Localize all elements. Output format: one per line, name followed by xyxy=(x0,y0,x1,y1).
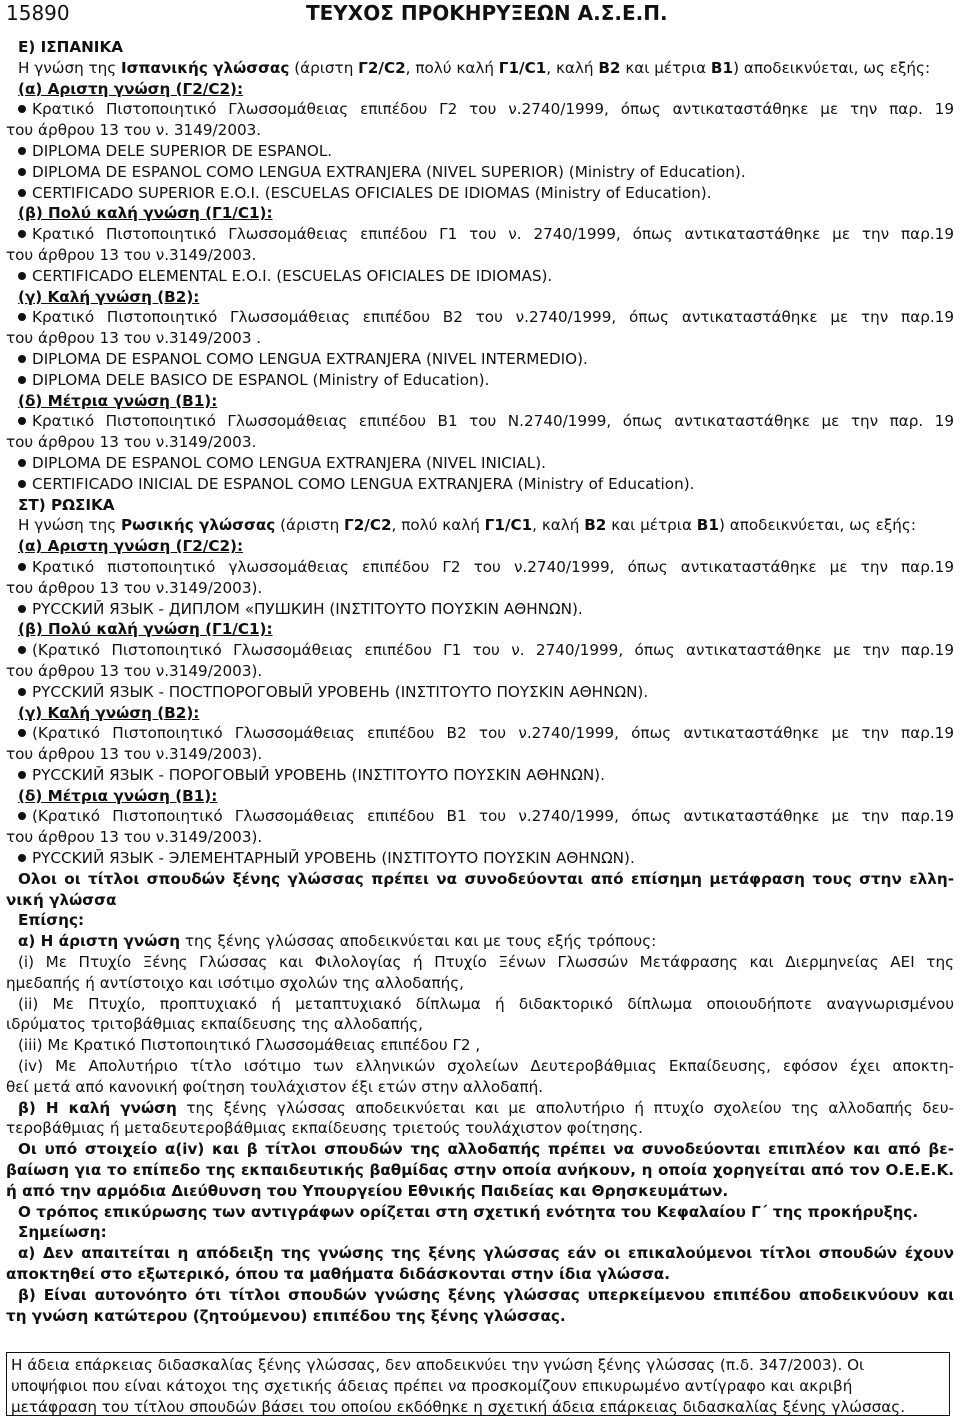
list-item: Κρατικό Πιστοποιητικό Γλωσσομάθειας επιπέδου Γ1 του ν. 2740/1999, όπως αντικαταστάθηκε με την παρ.19 xyxy=(6,224,954,245)
spanish-intro: Η γνώση της Ισπανικής γλώσσας (άριστη Γ2/C2, πολύ καλή Γ1/C1, καλή Β2 και μέτρια Β1) αποδεικνύεται, ως εξής: xyxy=(18,58,931,77)
russian-c-heading: (γ) Καλή γνώση (Β2): xyxy=(18,703,200,722)
russian-d-heading: (δ) Μέτρια γνώση (Β1): xyxy=(18,786,218,805)
bullet-icon xyxy=(18,189,26,197)
russian-intro: Η γνώση της Ρωσικής γλώσσας (άριστη Γ2/C2, πολύ καλή Γ1/C1, καλή Β2 και μέτρια Β1) αποδεικνύεται, ως εξής: xyxy=(18,516,916,535)
remark-label: Σημείωση: xyxy=(18,1223,107,1242)
list-item: DIPLOMA DE ESPANOL COMO LENGUA EXTRANJERA (NIVEL INTERMEDIO). xyxy=(6,349,954,370)
bullet-icon xyxy=(18,646,26,654)
boxed-note xyxy=(6,1352,950,1416)
remark-a: α) Δεν απαιτείται η απόδειξη της γνώσης της ξένης γλώσσας εάν οι επικαλούμενοι τίτλοι σπουδών έχουν xyxy=(18,1244,954,1263)
list-item: DIPLOMA DELE SUPERIOR DE ESPANOL. xyxy=(6,141,954,162)
list-item: DIPLOMA DELE BASICO DE ESPANOL (Ministry of Education). xyxy=(6,370,954,391)
bullet-icon xyxy=(18,355,26,363)
list-item: CERTIFICADO SUPERIOR E.O.I. (ESCUELAS OFICIALES DE IDIOMAS (Ministry of Education). xyxy=(6,183,954,204)
list-item: (Κρατικό Πιστοποιητικό Γλωσσομάθειας επιπέδου Β1 του ν.2740/1999, όπως αντικαταστάθηκε με την παρ.19 xyxy=(6,806,954,827)
list-item: Κρατικό Πιστοποιητικό Γλωσσομάθειας επιπέδου Γ2 του ν.2740/1999, όπως αντικαταστάθηκε με την παρ. 19 xyxy=(6,99,954,120)
bullet-icon xyxy=(18,459,26,467)
paragraph-excellent: α) Η άριστη γνώση της ξένης γλώσσας αποδεικνύεται και με τους εξής τρόπους: xyxy=(18,932,657,951)
item-iii: (iii) Με Κρατικό Πιστοποιητικό Γλωσσομάθειας επιπέδου Γ2 , xyxy=(18,1036,481,1055)
bullet-icon xyxy=(18,272,26,280)
bullet-icon xyxy=(18,605,26,613)
spanish-d-heading: (δ) Μέτρια γνώση (Β1): xyxy=(18,391,218,410)
remark-b-continuation: τη γνώση κατώτερου (ζητούμενου) επιπέδου της ξένης γλώσσας. xyxy=(6,1306,566,1325)
bullet-icon xyxy=(18,729,26,737)
paragraph-good-continuation: τεροβάθμιας ή μεταδευτεροβάθμιας εκπαίδευσης τριετούς τουλάχιστον φοίτησης. xyxy=(6,1119,643,1138)
list-item: DIPLOMA DE ESPANOL COMO LENGUA EXTRANJERA (NIVEL SUPERIOR) (Ministry of Education). xyxy=(6,162,954,183)
item-ii-continuation: ιδρύματος τριτοβάθμιας εκπαίδευσης της αλλοδαπής, xyxy=(6,1015,423,1034)
bullet-icon xyxy=(18,230,26,238)
foreign-titles-note-continuation: ή από την αρμόδια Διεύθυνση του Υπουργείου Εθνικής Παιδείας και Θρησκευμάτων. xyxy=(6,1181,729,1200)
list-item: (Κρατικό Πιστοποιητικό Γλωσσομάθειας επιπέδου Γ1 του ν. 2740/1999, όπως αντικαταστάθηκε με την παρ.19 xyxy=(6,640,954,661)
boxed-note-line: μετάφραση του τίτλου σπουδών βάσει του οποίου εκδόθηκε η σχετική άδεια επάρκειας διδασκαλίας ξένης γλώσσας. xyxy=(11,1397,906,1416)
list-item-continuation: του άρθρου 13 του ν.3149/2003). xyxy=(6,828,263,847)
list-item-continuation: του άρθρου 13 του ν.3149/2003. xyxy=(6,433,257,452)
list-item: CERTIFICADO ELEMENTAL E.O.I. (ESCUELAS OFICIALES DE IDIOMAS). xyxy=(6,266,954,287)
bullet-icon xyxy=(18,688,26,696)
list-item: ΡΥCCΚИЙ ЯЗЫК - ПОРОГОВЫЙ УРОВЕНЬ (ΙΝΣΤΙΤΟΥΤΟ ΠΟΥΣΚΙΝ ΑΘΗΝΩΝ). xyxy=(6,765,954,786)
remark-b: β) Είναι αυτονόητο ότι τίτλοι σπουδών γνώσης ξένης γλώσσας υπερκείμενου επιπέδου αποδεικνύουν και xyxy=(18,1285,954,1304)
page-header xyxy=(0,0,960,30)
page-number: 15890 xyxy=(6,1,70,25)
foreign-titles-note-continuation: βαίωση για το επίπεδο της εκπαιδευτικής βαθμίδας στην οποία ανήκουν, η οποία χορηγείται από τον Ο.Ε.Ε.Κ. xyxy=(6,1161,954,1180)
item-iv: (iv) Με Απολυτήριο τίτλο ισότιμο των ελληνικών σχολείων Δευτεροβάθμιας Εκπαίδευσης, εφόσον έχει αποκτη- xyxy=(18,1057,954,1076)
copies-note: Ο τρόπος επικύρωσης των αντιγράφων ορίζεται στη σχετική ενότητα του Κεφαλαίου Γ΄ της προκήρυξης. xyxy=(18,1202,919,1221)
foreign-titles-note: Οι υπό στοιχείο α(iv) και β τίτλοι σπουδών της αλλοδαπής πρέπει να συνοδεύονται επιπλέον και από βε- xyxy=(18,1140,954,1159)
list-item-continuation: του άρθρου 13 του ν.3149/2003). xyxy=(6,745,263,764)
list-item: Κρατικό Πιστοποιητικό Γλωσσομάθειας επιπέδου Β2 του ν.2740/1999, όπως αντικαταστάθηκε με την παρ.19 xyxy=(6,307,954,328)
running-title: ΤΕΥΧΟΣ ΠΡΟΚΗΡΥΞΕΩΝ Α.Σ.Ε.Π. xyxy=(306,1,668,25)
spanish-a-heading: (α) Αριστη γνώση (Γ2/C2): xyxy=(18,79,244,98)
list-item: Κρατικό Πιστοποιητικό Γλωσσομάθειας επιπέδου Β1 του Ν.2740/1999, όπως αντικαταστάθηκε με την παρ. 19 xyxy=(6,411,954,432)
bullet-icon xyxy=(18,563,26,571)
section-heading-spanish: Ε) ΙΣΠΑΝΙΚΑ xyxy=(18,38,123,56)
list-item: ΡΥCCΚИЙ ЯЗЫК - ЭЛЕМЕНТАРНЫЙ УРОВЕНЬ (ΙΝΣΤΙΤΟΥΤΟ ΠΟΥΣΚΙΝ ΑΘΗΝΩΝ). xyxy=(6,848,954,869)
russian-a-heading: (α) Αριστη γνώση (Γ2/C2): xyxy=(18,537,244,556)
list-item-continuation: του άρθρου 13 του ν. 3149/2003. xyxy=(6,121,262,140)
remark-a-continuation: αποκτηθεί στο εξωτερικό, όπου τα μαθήματα διδάσκονται στην ίδια γλώσσα. xyxy=(6,1265,670,1284)
bullet-icon xyxy=(18,480,26,488)
russian-b-heading: (β) Πολύ καλή γνώση (Γ1/C1): xyxy=(18,620,273,639)
list-item: DIPLOMA DE ESPANOL COMO LENGUA EXTRANJERA (NIVEL INICIAL). xyxy=(6,453,954,474)
item-iv-continuation: θεί μετά από κανονική φοίτηση τουλάχιστον έξι ετών στην αλλοδαπή. xyxy=(6,1077,544,1096)
list-item-continuation: του άρθρου 13 του ν.3149/2003). xyxy=(6,661,263,680)
bullet-icon xyxy=(18,147,26,155)
boxed-note-line: Η άδεια επάρκειας διδασκαλίας ξένης γλώσσας, δεν αποδεικνύει την γνώση ξένης γλώσσας (π.δ. 347/2003). Οι xyxy=(11,1356,865,1374)
bullet-icon xyxy=(18,105,26,113)
translation-note-continuation: νική γλώσσα xyxy=(6,890,117,909)
list-item-continuation: του άρθρου 13 του ν.3149/2003). xyxy=(6,578,263,597)
item-i-continuation: ημεδαπής ή αντίστοιχο και ισότιμο σχολών της αλλοδαπής, xyxy=(6,973,464,992)
list-item-continuation: του άρθρου 13 του ν.3149/2003 . xyxy=(6,329,262,348)
item-ii: (ii) Με Πτυχίο, προπτυχιακό ή μεταπτυχιακό δίπλωμα ή διδακτορικό δίπλωμα οποιουδήποτε αναγνωρισμένου xyxy=(18,994,954,1013)
list-item: ΡΥCCΚИЙ ЯЗЫК - ПОСТПОРОГОВЫЙ УРОВЕНЬ (ΙΝΣΤΙΤΟΥΤΟ ΠΟΥΣΚΙΝ ΑΘΗΝΩΝ). xyxy=(6,682,954,703)
bullet-icon xyxy=(18,168,26,176)
bullet-icon xyxy=(18,313,26,321)
list-item: (Κρατικό Πιστοποιητικό Γλωσσομάθειας επιπέδου Β2 του ν.2740/1999, όπως αντικαταστάθηκε με την παρ.19 xyxy=(6,723,954,744)
list-item: CERTIFICADO INICIAL DE ESPANOL COMO LENGUA EXTRANJERA (Ministry of Education). xyxy=(6,474,954,495)
bullet-icon xyxy=(18,812,26,820)
bullet-icon xyxy=(18,417,26,425)
page-content xyxy=(6,37,954,1326)
bullet-icon xyxy=(18,771,26,779)
bullet-icon xyxy=(18,854,26,862)
paragraph-good: β) Η καλή γνώση της ξένης γλώσσας αποδεικνύεται και με απολυτήριο ή πτυχίο σχολείου της αλλοδαπής δευ- xyxy=(18,1098,954,1117)
list-item: Κρατικό πιστοποιητικό γλωσσομάθειας επιπέδου Γ2 του ν.2740/1999, όπως αντικαταστάθηκε με την παρ.19 xyxy=(6,557,954,578)
translation-note: Ολοι οι τίτλοι σπουδών ξένης γλώσσας πρέπει να συνοδεύονται από επίσημη μετάφραση τους στην ελλη- xyxy=(18,869,954,888)
spanish-b-heading: (β) Πολύ καλή γνώση (Γ1/C1): xyxy=(18,204,273,223)
section-heading-russian: ΣΤ) ΡΩΣΙΚΑ xyxy=(18,495,115,514)
item-i: (i) Με Πτυχίο Ξένης Γλώσσας και Φιλολογίας ή Πτυχίο Ξένων Γλωσσών Μετάφρασης και Διερμηνείας ΑΕΙ της xyxy=(18,953,954,972)
list-item: ΡΥCCΚИЙ ЯЗЫК - ДИПЛОМ «ПУШКИН (ΙΝΣΤΙΤΟΥΤΟ ΠΟΥΣΚΙΝ ΑΘΗΝΩΝ). xyxy=(6,599,954,620)
list-item-continuation: του άρθρου 13 του ν.3149/2003. xyxy=(6,245,257,264)
spanish-c-heading: (γ) Καλή γνώση (Β2): xyxy=(18,287,200,306)
boxed-note-line: υποψήφιοι που είναι κάτοχοι της σχετικής άδειας πρέπει να προσκομίζουν επικυρωμένο αντίγραφο και ακριβή xyxy=(11,1376,853,1395)
bullet-icon xyxy=(18,376,26,384)
also-label: Επίσης: xyxy=(18,911,85,930)
